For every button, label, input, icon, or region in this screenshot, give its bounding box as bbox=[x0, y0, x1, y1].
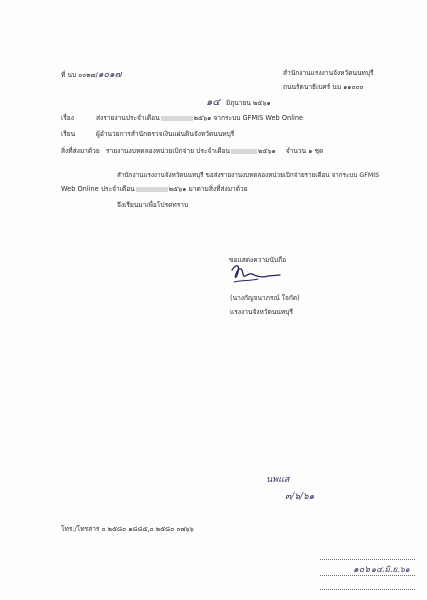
body-line-2 bbox=[61, 183, 248, 194]
stamp-row-2-line bbox=[320, 575, 415, 576]
document-number bbox=[61, 67, 122, 81]
attachment-count: จำนวน ๑ ชุด bbox=[285, 147, 324, 155]
redacted-month bbox=[161, 116, 193, 121]
closing-phrase: ขอแสดงความนับถือ bbox=[229, 256, 287, 264]
attachment-label: สิ่งที่ส่งมาด้วย bbox=[61, 147, 100, 155]
body-line-3: จึงเรียนมาเพื่อโปรดทราบ bbox=[117, 201, 189, 209]
date-month-year: มิถุนายน ๒๕๖๑ bbox=[225, 99, 271, 107]
office-name: สำนักงานแรงงานจังหวัดนนทบุรี bbox=[283, 69, 374, 77]
attachment-text bbox=[106, 145, 323, 156]
subject-text bbox=[96, 112, 303, 123]
handwritten-note-name: นพแส bbox=[266, 475, 290, 485]
stamp-row-1-line bbox=[320, 559, 415, 560]
attachment-text-end: ๒๕๖๑ bbox=[258, 147, 276, 155]
body-line-2-start: Web Online ประจำเดือน bbox=[61, 185, 135, 193]
letter-date bbox=[206, 95, 271, 110]
body-line-2-end: ๒๕๖๑ มาตามสิ่งที่ส่งมาด้วย bbox=[168, 185, 248, 193]
redacted-month bbox=[231, 149, 257, 154]
body-line-1: สำนักงานแรงงานจังหวัดนนทบุรี ขอส่งรายงานงบทดลองหน่วยเบิกจ่ายรายเดือน จากระบบ GFMIS bbox=[117, 172, 380, 179]
handwritten-signature bbox=[228, 262, 282, 286]
footer-phone-fax: โทร./โทรสาร ๐ ๒๕๘๐ ๑๘๘๕,๐ ๒๕๘๐ ๐๗๖๖ bbox=[61, 525, 194, 533]
stamp-receipt-date: ๑๔.มิ.ย.๖๑ bbox=[371, 565, 410, 574]
to-label: เรียน bbox=[61, 130, 76, 138]
stamp-receipt-number: ๑๐๖ bbox=[353, 565, 370, 575]
document-number-handwritten: ๑๐๑๗ bbox=[97, 70, 122, 80]
subject-label: เรื่อง bbox=[61, 114, 74, 122]
attachment-text-start: รายงานงบทดลองหน่วยเบิกจ่าย ประจำเดือน bbox=[106, 147, 231, 155]
office-address: ถนนรัตนาธิเบศร์ นบ ๑๑๐๐๐ bbox=[283, 83, 364, 91]
stamp-row-3-line bbox=[320, 589, 415, 590]
subject-text-start: ส่งรายงานประจำเดือน bbox=[96, 114, 160, 122]
handwritten-note-date: ๓/๖/๖๑ bbox=[285, 492, 315, 502]
signatory-name: (นางกัญจนาภรณ์ ใจกัด) bbox=[230, 294, 300, 302]
subject-text-end: ๒๕๖๑ จากระบบ GFMIS Web Online bbox=[193, 114, 304, 122]
to-text: ผู้อำนวยการสำนักตรวจเงินแผ่นดินจังหวัดนนทบุรี bbox=[96, 130, 235, 138]
redacted-month bbox=[136, 187, 168, 192]
date-day-handwritten: ๑๔ bbox=[206, 97, 220, 108]
receipt-stamp bbox=[320, 548, 415, 596]
document-number-prefix: ที่ นบ ๐๐๒๗/ bbox=[61, 71, 98, 79]
signatory-position: แรงงานจังหวัดนนทบุรี bbox=[230, 308, 293, 316]
